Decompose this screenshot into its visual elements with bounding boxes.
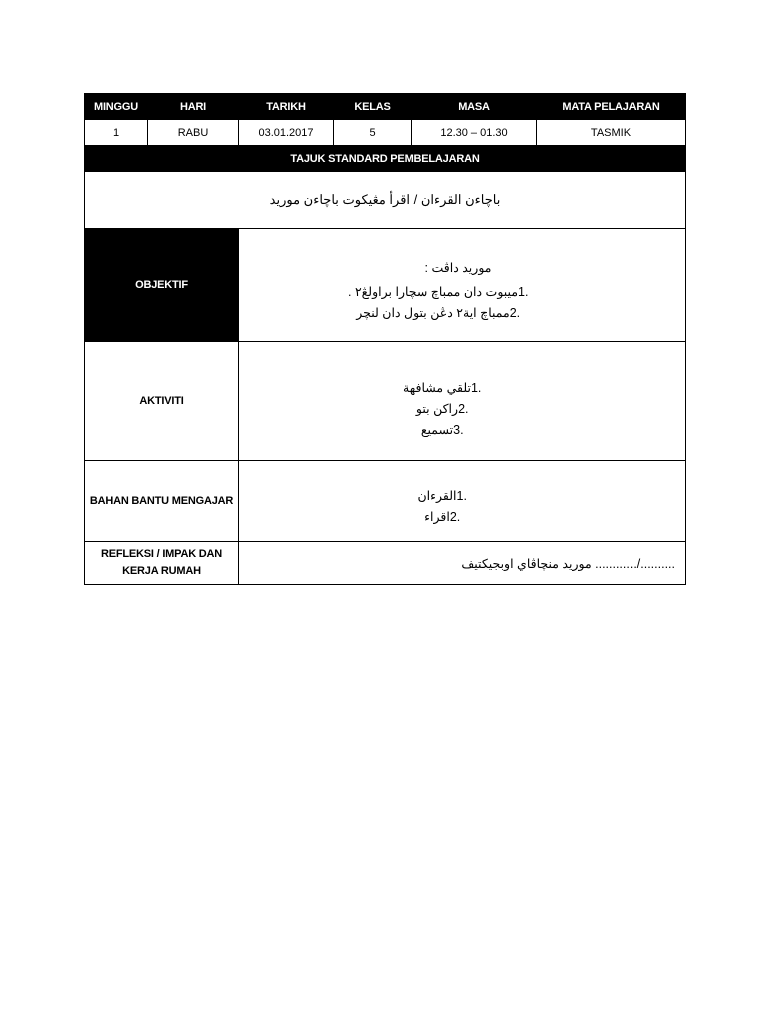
- refleksi-content: [239, 542, 686, 585]
- aktiviti-list: [239, 378, 685, 441]
- list-item-number: 1.: [518, 285, 529, 299]
- list-item-number: 2.: [458, 401, 469, 416]
- value-tarikh: 03.01.2017: [239, 120, 334, 146]
- aktiviti-row: [85, 342, 686, 461]
- list-item-text: ممباچ اية٢ دڠن بتول دان لنچر: [356, 306, 510, 320]
- tajuk-header-row: [85, 146, 686, 172]
- tajuk-text: باچاءن القرءان / اقرأ مڠيكوت باچاءن موريد: [269, 192, 501, 207]
- tajuk-content-row: [85, 172, 686, 229]
- header-hari: HARI: [148, 94, 239, 120]
- bahan-row: [85, 461, 686, 542]
- refleksi-label: [85, 542, 239, 585]
- aktiviti-label: AKTIVITI: [85, 342, 239, 461]
- objektif-list: [239, 282, 677, 324]
- list-item: [239, 282, 677, 303]
- value-minggu: 1: [85, 120, 148, 146]
- list-item-number: 2.: [509, 306, 521, 320]
- refleksi-text: ........../............ موريد منچاڤاي اوبجيكتيف: [461, 556, 675, 571]
- refleksi-row: [85, 542, 686, 585]
- tajuk-label: TAJUK STANDARD PEMBELAJARAN: [85, 146, 686, 172]
- value-kelas: 5: [334, 120, 412, 146]
- objektif-row: [85, 229, 686, 342]
- list-item-text: تسميع: [420, 422, 454, 437]
- values-row: [85, 120, 686, 146]
- list-item: [239, 486, 685, 507]
- list-item: [239, 378, 685, 399]
- list-item-number: 3.: [453, 422, 464, 437]
- header-kelas: KELAS: [334, 94, 412, 120]
- list-item-number: 1.: [456, 489, 467, 503]
- header-mata-pelajaran: MATA PELAJARAN: [537, 94, 686, 120]
- list-item-text: القرءان: [417, 489, 457, 503]
- list-item-text: راكن بتو: [415, 401, 459, 416]
- refleksi-label-line1: REFLEKSI / IMPAK DAN: [100, 548, 223, 560]
- refleksi-label-line2: KERJA RUMAH: [122, 565, 201, 577]
- objektif-intro: موريد داڤت :: [424, 261, 492, 275]
- bahan-label: BAHAN BANTU MENGAJAR: [85, 461, 239, 542]
- bahan-list: [239, 486, 685, 528]
- list-item-number: 1.: [470, 380, 482, 395]
- value-masa: 12.30 – 01.30: [412, 120, 537, 146]
- tajuk-text-cell: [85, 172, 686, 229]
- list-item: [239, 303, 677, 324]
- header-tarikh: TARIKH: [239, 94, 334, 120]
- value-hari: RABU: [148, 120, 239, 146]
- list-item-text: ميبوت دان ممباچ سچارا براولڠ٢ .: [347, 285, 519, 299]
- header-minggu: MINGGU: [85, 94, 148, 120]
- bahan-content: [239, 461, 686, 542]
- objektif-content: [239, 229, 686, 342]
- objektif-label: OBJEKTIF: [85, 229, 239, 342]
- list-item: [239, 399, 685, 420]
- list-item-text: تلقي مشافهة: [403, 380, 471, 395]
- header-masa: MASA: [412, 94, 537, 120]
- value-mata-pelajaran: TASMIK: [537, 120, 686, 146]
- list-item: [239, 420, 685, 441]
- header-row: [85, 94, 686, 120]
- list-item: [239, 507, 685, 528]
- list-item-number: 2.: [449, 510, 461, 524]
- aktiviti-content: [239, 342, 686, 461]
- list-item-text: اقراء: [424, 510, 450, 524]
- lesson-plan-table: [84, 93, 686, 585]
